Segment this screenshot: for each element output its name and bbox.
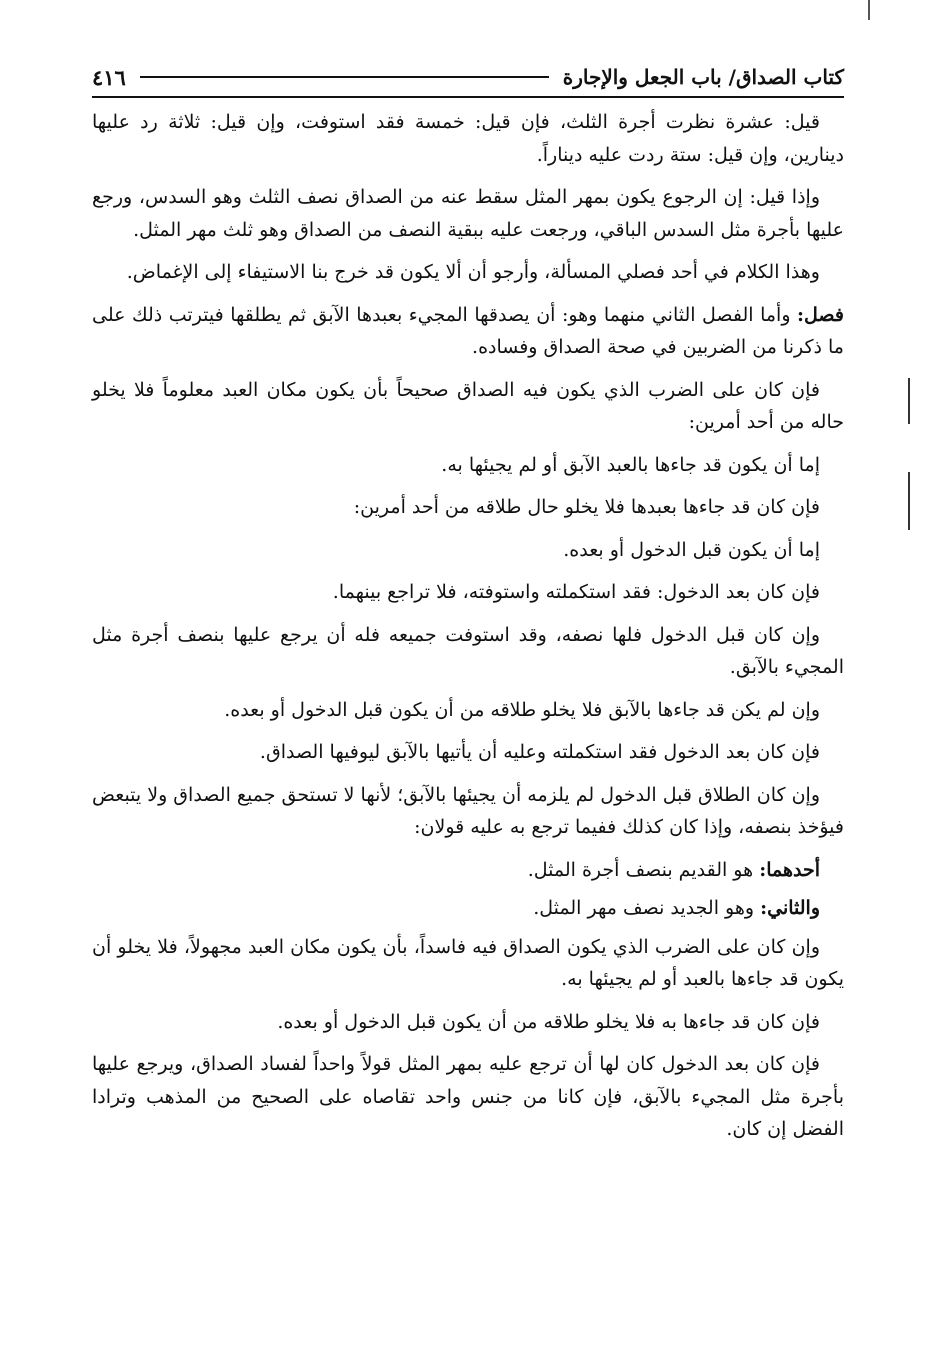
running-title: كتاب الصداق/ باب الجعل والإجارة	[562, 65, 844, 89]
page-header	[92, 62, 844, 98]
scan-mark	[868, 0, 870, 20]
paragraph: وإن كان الطلاق قبل الدخول لم يلزمه أن يجيئها بالآبق؛ لأنها لا تستحق جميع الصداق ولا يتبعض فيؤخذ بنصفه، وإذا كان كذلك ففيما ترجع به عليه قولان:	[92, 783, 844, 838]
paragraph-first-opinion: أحدهما: هو القديم بنصف أجرة المثل.	[527, 858, 820, 881]
page-number: ٤١٦	[92, 64, 126, 90]
margin-mark	[908, 472, 910, 530]
paragraph-second-opinion: والثاني: وهو الجديد نصف مهر المثل.	[533, 897, 820, 919]
paragraph: وإذا قيل: إن الرجوع يكون بمهر المثل سقط عنه من الصداق نصف الثلث وهو السدس، ورجع عليها بأجرة مثل السدس الباقي، ورجعت عليه ببقية النصف من الصداق وهو ثلث مهر المثل.	[92, 186, 844, 241]
paragraph: فإن كان قد جاءها بعبدها فلا يخلو حال طلاقه من أحد أمرين:	[353, 496, 820, 518]
paragraph: فإن كان بعد الدخول: فقد استكملته واستوفته، فلا تراجع بينهما.	[332, 581, 820, 603]
paragraph: فإن كان بعد الدخول فقد استكملته وعليه أن يأتيها بالآبق ليوفيها الصداق.	[259, 741, 820, 763]
paragraph: فإن كان قد جاءها به فلا يخلو طلاقه من أن يكون قبل الدخول أو بعده.	[277, 1010, 820, 1033]
paragraph-section: فصل: وأما الفصل الثاني منهما وهو: أن يصدقها المجيء بعبدها الآبق ثم يطلقها فيترتب ذلك على ما ذكرنا من الضربين في صحة الصداق وفساده.	[92, 303, 844, 358]
margin-mark	[908, 378, 910, 424]
paragraph: إما أن يكون قبل الدخول أو بعده.	[563, 538, 820, 561]
document-page	[92, 62, 844, 1156]
paragraph: فإن كان بعد الدخول كان لها أن ترجع عليه بمهر المثل قولاً واحداً لفساد الصداق، ويرجع عليها بأجرة مثل المجيء بالآبق، فإن كانا من جنس واحد تقاصاه على الصحيح من المذهب وترادا الفضل إن كان.	[92, 1053, 844, 1140]
paragraph: قيل: عشرة نظرت أجرة الثلث، فإن قيل: خمسة فقد استوفت، وإن قيل: ثلاثة رد عليها دينارين، وإن قيل: ستة ردت عليه ديناراً.	[92, 111, 844, 166]
page-body	[92, 106, 844, 1146]
paragraph: إما أن يكون قد جاءها بالعبد الآبق أو لم يجيئها به.	[441, 453, 820, 476]
paragraph: وإن لم يكن قد جاءها بالآبق فلا يخلو طلاقه من أن يكون قبل الدخول أو بعده.	[224, 698, 820, 721]
header-rule	[140, 76, 549, 78]
paragraph: وهذا الكلام في أحد فصلي المسألة، وأرجو أن ألا يكون قد خرج بنا الاستيفاء إلى الإغماض.	[126, 261, 820, 283]
paragraph: وإن كان على الضرب الذي يكون الصداق فيه فاسداً، بأن يكون مكان العبد مجهولاً، فلا يخلو أن يكون قد جاءها بالعبد أو لم يجيئها به.	[92, 935, 844, 990]
paragraph: وإن كان قبل الدخول فلها نصفه، وقد استوفت جميعه فله أن يرجع عليها بنصف أجرة مثل المجيء بالآبق.	[92, 623, 844, 678]
paragraph: فإن كان على الضرب الذي يكون فيه الصداق صحيحاً بأن يكون مكان العبد معلوماً فلا يخلو حاله من أحد أمرين:	[92, 378, 844, 433]
